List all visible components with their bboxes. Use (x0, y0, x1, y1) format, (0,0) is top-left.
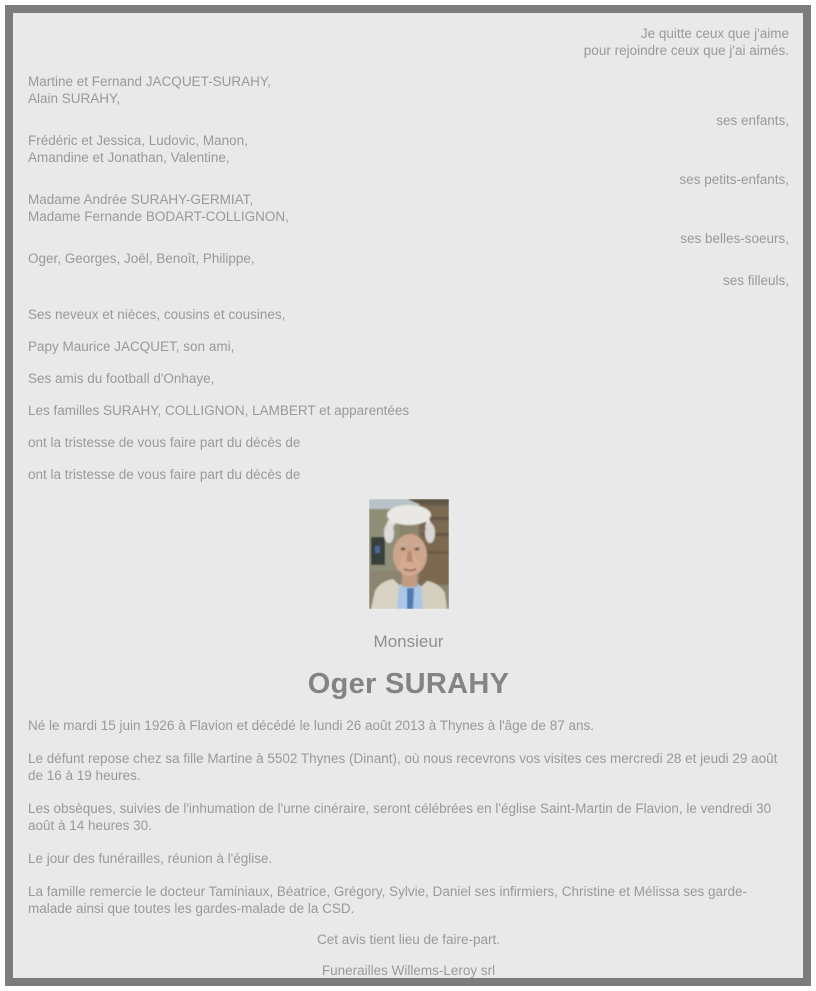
relation-label: ses enfants, (716, 113, 789, 128)
mention-line: ont la tristesse de vous faire part du décès de (28, 435, 301, 450)
detail-gathering: Le jour des funérailles, réunion à l'église. (28, 851, 273, 866)
mention-line: Ses amis du football d'Onhaye, (28, 371, 215, 386)
mention-line: ont la tristesse de vous faire part du décès de (28, 467, 301, 482)
relation-group-grandchildren (28, 132, 789, 188)
relation-names: Oger, Georges, Joël, Benoît, Philippe, (28, 251, 255, 266)
salutation: Monsieur (373, 632, 444, 651)
deceased-name: Oger SURAHY (307, 668, 510, 700)
epigraph (28, 25, 789, 59)
epigraph-line-2: pour rejoindre ceux que j'ai aimés. (583, 43, 789, 58)
relation-group-sisters-in-law (28, 191, 789, 247)
thanks-paragraph: La famille remercie le docteur Taminiaux, Béatrice, Grégory, Sylvie, Daniel ses infirmiers, Christine et Mélissa ses garde-malade ainsi que toutes les gardes-malade de la CSD. (28, 884, 748, 916)
detail-birth-death: Né le mardi 15 juin 1926 à Flavion et décédé le lundi 26 août 2013 à Thynes à l'âge de 87 ans. (28, 718, 594, 733)
mention-line: Ses neveux et nièces, cousins et cousines, (28, 307, 286, 322)
relation-group-godsons (28, 250, 789, 289)
relation-group-children (28, 73, 789, 129)
relation-label: ses petits-enfants, (679, 172, 789, 187)
relation-label: ses belles-soeurs, (680, 231, 789, 246)
relation-names: Madame Fernande BODART-COLLIGNON, (28, 209, 289, 224)
funeral-home-line: Funerailles Willems-Leroy srl (321, 963, 496, 978)
relation-names: Martine et Fernand JACQUET-SURAHY, (28, 74, 271, 89)
mention-line: Les familles SURAHY, COLLIGNON, LAMBERT et apparentées (28, 403, 410, 418)
detail-funeral-service: Les obsèques, suivies de l'inhumation de l'urne cinéraire, seront célébrées en l'église Saint-Martin de Flavion, le vendredi 30 août à 14 heures 30. (28, 801, 772, 833)
detail-visits: Le défunt repose chez sa fille Martine à 5502 Thynes (Dinant), où nous recevrons vos visites ces mercredi 28 et jeudi 29 août de 16 à 19 heures. (28, 751, 778, 783)
notice-line: Cet avis tient lieu de faire-part. (316, 932, 501, 947)
photo-row (28, 499, 789, 618)
epigraph-line-1: Je quitte ceux que j'aime (640, 26, 789, 41)
relation-label: ses filleuls, (722, 273, 789, 288)
relation-names: Alain SURAHY, (28, 91, 121, 106)
relation-names: Frédéric et Jessica, Ludovic, Manon, (28, 133, 248, 148)
portrait-photo (369, 499, 449, 609)
relation-names: Madame Andrée SURAHY-GERMIAT, (28, 192, 254, 207)
mention-line: Papy Maurice JACQUET, son ami, (28, 339, 235, 354)
obituary-card (5, 5, 811, 986)
relation-names: Amandine et Jonathan, Valentine, (28, 150, 230, 165)
